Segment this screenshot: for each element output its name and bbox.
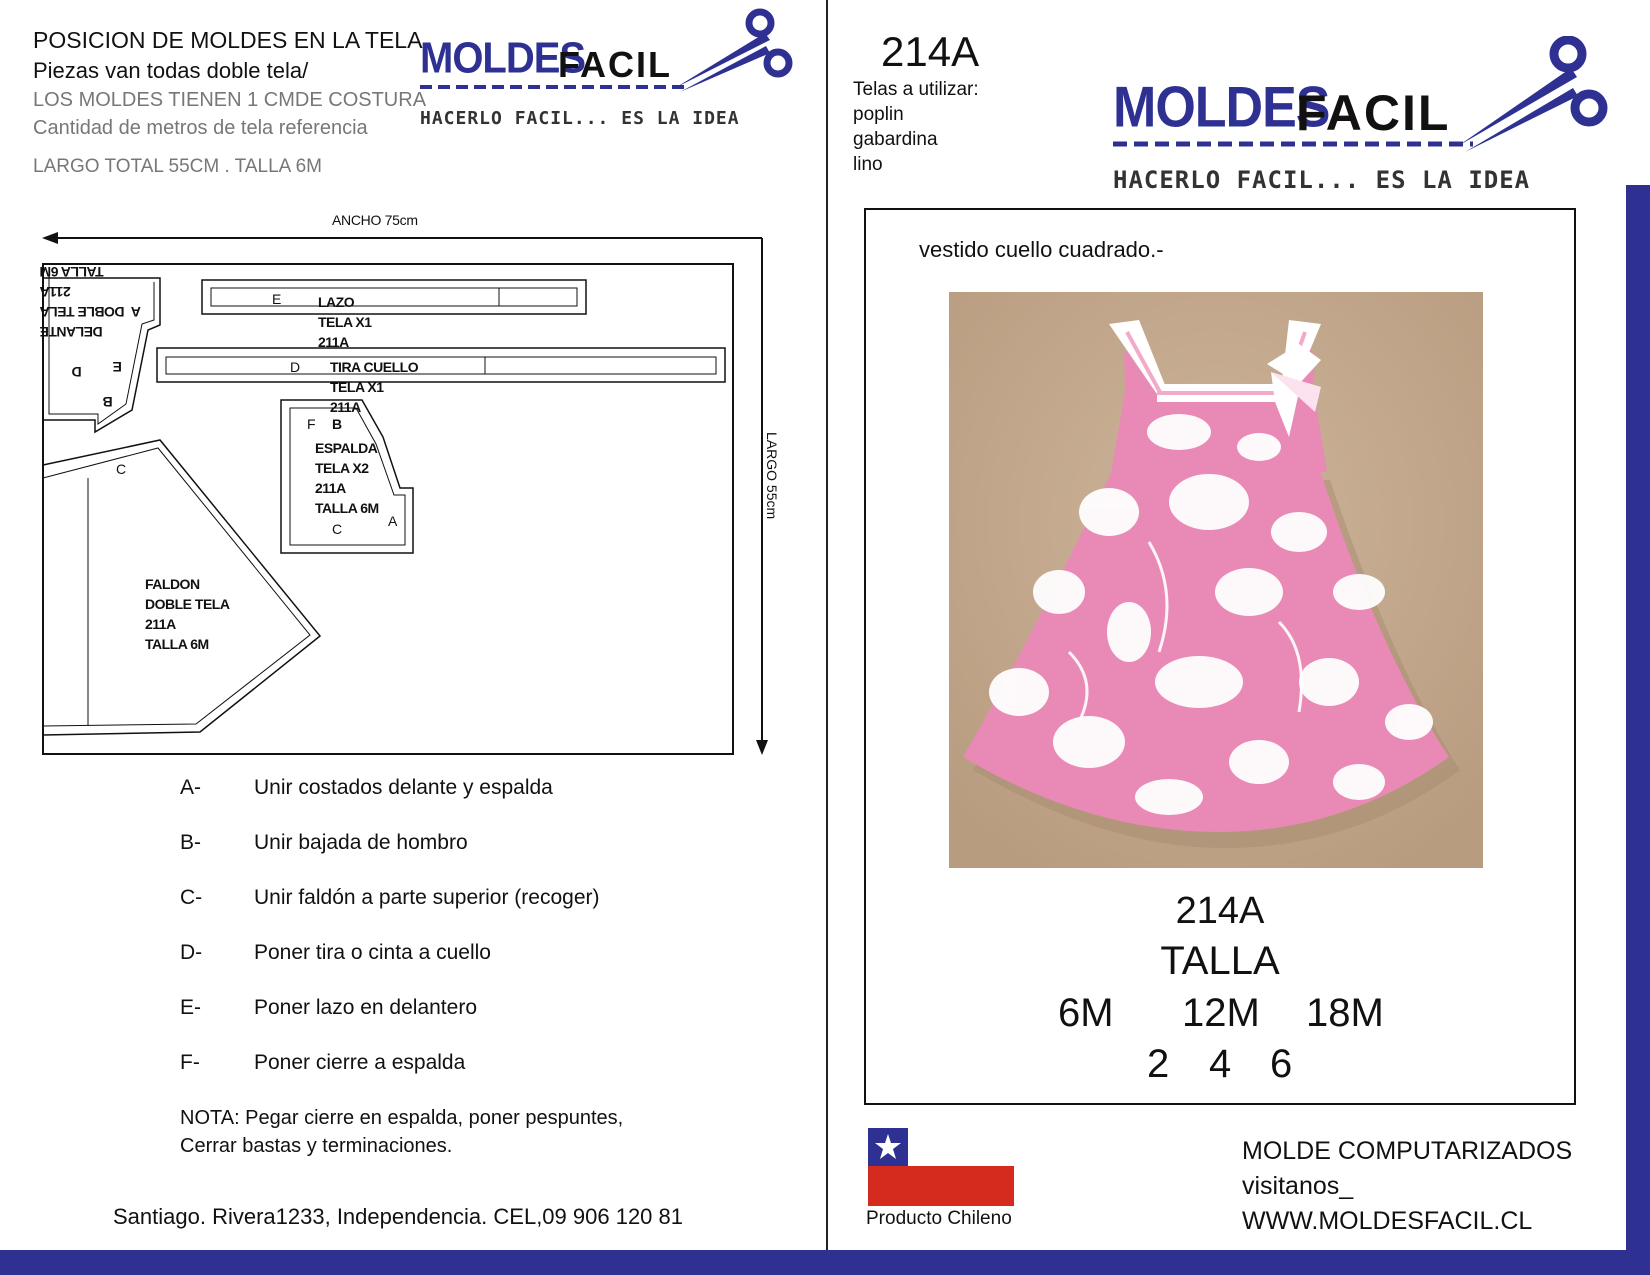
size-label: TALLA [1160,939,1280,983]
size-4: 4 [1209,1042,1232,1086]
instruction-row [180,1051,800,1106]
width-label: ANCHO 75cm [332,212,418,228]
layout-title: POSICION DE MOLDES EN LA TELA [33,27,423,53]
tira-label-1: TIRA CUELLO [330,359,419,375]
dress-illustration [949,292,1483,868]
espalda-letter-a: A [388,513,397,529]
instruction-text: Poner lazo en delantero [254,996,477,1019]
pieces-note: Piezas van todas doble tela/ [33,58,309,83]
pattern-code-large: 214A [1175,890,1265,932]
instruction-text: Unir bajada de hombro [254,831,468,854]
espalda-label-1: ESPALDA [315,440,378,456]
size-6m: 6M [1058,991,1114,1035]
instruction-letter: F- [180,1051,200,1074]
brand-logo-large [1113,78,1613,198]
scissors-icon [1453,36,1613,156]
instruction-row [180,996,800,1051]
instruction-row [180,941,800,996]
espalda-label-3: 211A [315,480,346,496]
delante-letter-b: B [103,394,113,410]
address: Santiago. Rivera1233, Independencia. CEL,09 906 120 81 [113,1204,683,1229]
logo-tagline: HACERLO FACIL... ES LA IDEA [420,108,740,129]
faldon-letter-c: C [116,461,126,477]
logo-dashes [1113,140,1473,148]
delante-label-1: DELANTE [40,324,103,340]
delante-labels [40,262,150,342]
faldon-label-2: DOBLE TELA [145,596,230,612]
lazo-label-2: TELA X1 [318,314,372,330]
logo-word-facil: FACIL [1296,85,1451,141]
instruction-row [180,776,800,831]
footer-line-2: visitanos_ [1242,1172,1354,1200]
dress-photo [949,292,1483,868]
instruction-row [180,886,800,941]
instruction-text: Poner tira o cinta a cuello [254,941,491,964]
faldon-label-1: FALDON [145,576,200,592]
fabric-3: lino [853,154,883,175]
delante-letter-d: D [72,364,82,380]
right-page [828,0,1650,1275]
faldon-labels [145,574,229,654]
fabric-note: Cantidad de metros de tela referencia [33,117,368,139]
espalda-label-4: TALLA 6M [315,500,379,516]
lazo-label-3: 211A [318,334,349,350]
instruction-letter: E- [180,996,201,1019]
product-box [864,208,1576,1105]
lazo-labels [318,292,372,352]
logo-word-facil: FACIL [558,44,672,85]
bottom-band [0,1250,1650,1275]
faldon-label-4: TALLA 6M [145,636,209,652]
tira-labels [330,357,418,417]
logo-word-moldes: MOLDES [420,33,586,83]
delante-letter-e: E [113,359,122,375]
logo-word-moldes: MOLDES [1113,76,1330,140]
instruction-row [180,831,800,886]
flag-caption: Producto Chileno [866,1208,1012,1229]
instruction-text: Unir faldón a parte superior (recoger) [254,886,600,909]
fabric-2: gabardina [853,129,938,150]
instruction-letter: C- [180,886,203,909]
delante-label-4: TALLA 6M [40,264,104,280]
length-note: LARGO TOTAL 55CM . TALLA 6M [33,156,322,177]
tira-letter: D [290,359,300,375]
delante-doble: DOBLE TELA [40,304,125,320]
tira-label-3: 211A [330,399,361,415]
seam-note: LOS MOLDES TIENEN 1 CMDE COSTURA [33,89,427,111]
lazo-letter: E [272,291,281,307]
product-title: vestido cuello cuadrado.- [919,237,1164,262]
espalda-letter-c: C [332,521,342,537]
espalda-label-2: TELA X2 [315,460,369,476]
espalda-letter-f: F [307,416,316,432]
instructions-list [180,776,800,1106]
instruction-letter: D- [180,941,203,964]
logo-tagline: HACERLO FACIL... ES LA IDEA [1113,166,1531,194]
faldon-label-3: 211A [145,616,176,632]
instruction-text: Unir costados delante y espalda [254,776,553,799]
lazo-label-1: LAZO [318,294,355,310]
website-link[interactable]: WWW.MOLDESFACIL.CL [1242,1207,1533,1235]
espalda-letter-b: B [332,416,342,432]
tira-label-2: TELA X1 [330,379,384,395]
size-12m: 12M [1182,991,1260,1035]
instruction-letter: A- [180,776,201,799]
nota-line-1: NOTA: Pegar cierre en espalda, poner pespuntes, [180,1107,624,1129]
fabric-1: poplin [853,104,904,125]
size-2: 2 [1147,1042,1170,1086]
pattern-code: 214A [881,28,980,75]
size-6: 6 [1270,1042,1293,1086]
delante-label-2 [40,302,150,322]
espalda-labels [315,438,379,518]
side-band [1626,185,1650,1275]
nota-line-2: Cerrar bastas y terminaciones. [180,1135,453,1157]
piece-lazo [202,280,586,314]
delante-label-3: 211A [40,284,71,300]
fabrics-title: Telas a utilizar: [853,79,979,100]
size-18m: 18M [1306,991,1384,1035]
footer-line-1: MOLDE COMPUTARIZADOS [1242,1137,1573,1165]
length-label: LARGO 55cm [764,432,780,520]
piece-tira-cuello [157,348,725,382]
instruction-text: Poner cierre a espalda [254,1051,466,1074]
delante-a: A [131,304,141,320]
chile-flag-icon [868,1128,1014,1206]
instruction-letter: B- [180,831,201,854]
